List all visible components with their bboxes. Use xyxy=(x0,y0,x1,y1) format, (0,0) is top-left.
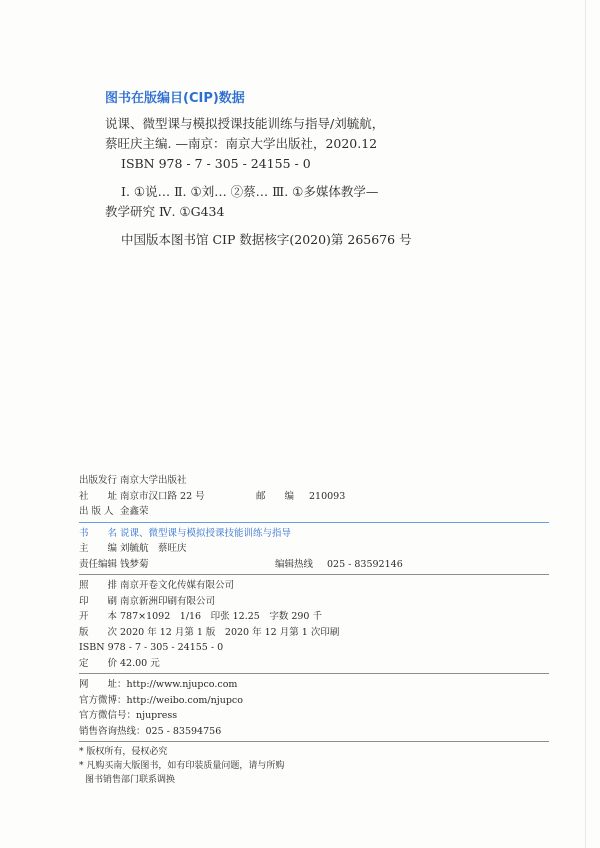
row-format xyxy=(79,609,549,625)
row-price xyxy=(79,656,549,672)
divider xyxy=(79,574,549,575)
cip-line-classification: Ⅰ. ①说… Ⅱ. ①刘… ②蔡… Ⅲ. ①多媒体教学— xyxy=(121,184,379,199)
issuer-value: 金鑫荣 xyxy=(120,506,149,517)
row-sales-hotline xyxy=(79,724,549,740)
row-printer xyxy=(79,594,549,610)
edition-label: 版 次 xyxy=(79,626,118,638)
row-book-title xyxy=(79,526,549,542)
postcode-label: 邮 编 xyxy=(256,490,295,502)
format-value: 787×1092 1/16 印张 12.25 字数 290 千 xyxy=(120,611,322,622)
weibo-text: 官方微博：http://weibo.com/njupco xyxy=(79,694,243,706)
format-label: 开 本 xyxy=(79,611,118,622)
publisher-label: 出版发行 xyxy=(79,475,118,486)
isbn-value: ISBN 978 - 7 - 305 - 24155 - 0 xyxy=(79,642,224,653)
hotline-value: 025 - 83592146 xyxy=(327,558,403,570)
cip-line-isbn: ISBN 978 - 7 - 305 - 24155 - 0 xyxy=(121,156,311,171)
page-edge-line xyxy=(585,0,586,848)
cip-line-title: 说课、微型课与模拟授课技能训练与指导/刘毓航， xyxy=(105,116,385,131)
row-editor xyxy=(79,541,549,557)
sales-text: 销售咨询热线：025 - 83594756 xyxy=(79,725,222,737)
publisher-value: 南京大学出版社 xyxy=(120,475,187,486)
print-label: 印 刷 xyxy=(79,595,118,607)
divider xyxy=(79,741,549,742)
resp-editor-label: 责任编辑 xyxy=(79,558,118,570)
row-edition xyxy=(79,625,549,641)
note-copyright: * 版权所有，侵权必究 xyxy=(79,747,168,757)
print-value: 南京新洲印刷有限公司 xyxy=(120,595,216,607)
cip-line-classification-cont: 教学研究 Ⅳ. ①G434 xyxy=(105,204,225,219)
cip-line-record-number: 中国版本图书馆 CIP 数据核字(2020)第 265676 号 xyxy=(121,232,412,247)
notes xyxy=(79,745,549,787)
editor-value: 刘毓航 蔡旺庆 xyxy=(120,543,187,554)
row-wechat xyxy=(79,708,549,724)
website-text: 网 址：http://www.njupco.com xyxy=(79,679,238,690)
cip-block xyxy=(105,87,545,250)
book-label: 书 名 xyxy=(79,527,118,539)
book-value: 说课、微型课与模拟授课技能训练与指导 xyxy=(120,527,292,539)
row-website xyxy=(79,677,549,693)
edition-value: 2020 年 12 月第 1 版 2020 年 12 月第 1 次印刷 xyxy=(120,626,340,638)
price-label: 定 价 xyxy=(79,657,118,669)
row-weibo xyxy=(79,693,549,709)
row-publisher xyxy=(79,473,549,489)
address-label: 社 址 xyxy=(79,490,118,502)
price-value: 42.00 元 xyxy=(120,657,160,669)
address-value: 南京市汉口路 22 号 xyxy=(120,490,205,502)
postcode-value: 210093 xyxy=(309,490,346,502)
row-address xyxy=(79,489,549,505)
row-issuer xyxy=(79,504,549,520)
divider xyxy=(79,673,549,674)
resp-editor-value: 钱梦菊 xyxy=(120,558,149,570)
row-responsible-editor xyxy=(79,557,549,573)
issuer-label: 出 版 人 xyxy=(79,506,114,517)
typeset-value: 南京开卷文化传媒有限公司 xyxy=(120,580,235,591)
cip-line-authors: 蔡旺庆主编. —南京：南京大学出版社，2020.12 xyxy=(105,136,378,151)
note-quality: * 凡购买南大版图书，如有印装质量问题，请与所购 xyxy=(79,761,285,771)
wechat-text: 官方微信号：njupress xyxy=(79,710,178,721)
note-quality-cont: 图书销售部门联系调换 xyxy=(85,775,176,785)
row-typeset xyxy=(79,578,549,594)
colophon xyxy=(79,473,549,787)
typeset-label: 照 排 xyxy=(79,580,118,591)
cip-title: 图书在版编目(CIP)数据 xyxy=(105,91,245,106)
row-isbn xyxy=(79,640,549,656)
editor-label: 主 编 xyxy=(79,543,118,554)
divider xyxy=(79,522,549,523)
hotline-label: 编辑热线 xyxy=(275,558,314,570)
